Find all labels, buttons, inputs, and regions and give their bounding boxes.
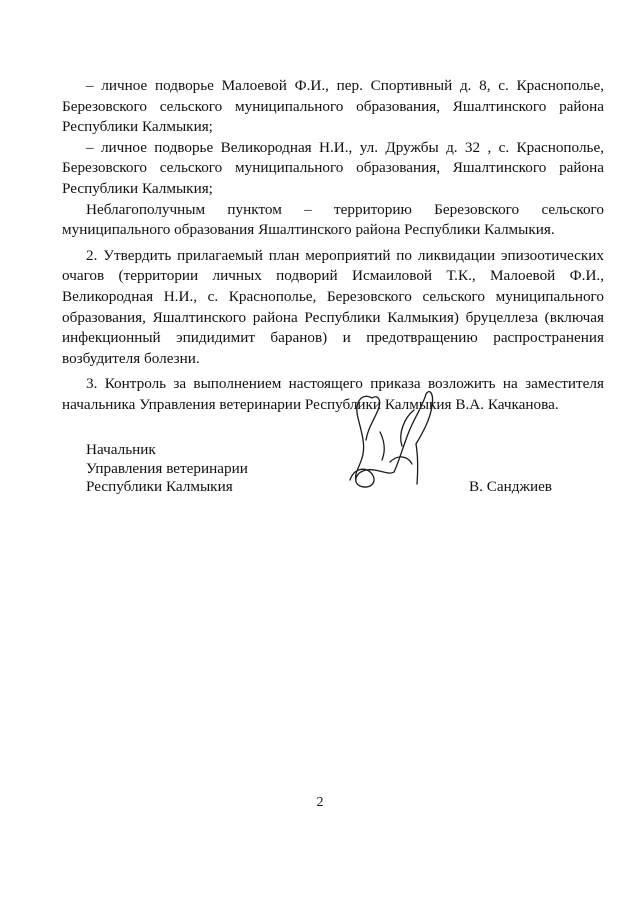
- paragraph-malóeva-household: – личное подворье Малоевой Ф.И., пер. Спортивный д. 8, с. Краснополье, Березовского сельского муниципального образования, Яшалтинского района Республики Калмыкия;: [62, 77, 604, 136]
- paragraph-item-2: 2. Утвердить прилагаемый план мероприятий по ликвидации эпизоотических очагов (территории личных подворий Исмаиловой Т.К., Малоевой Ф.И., Великородная Н.И., с. Краснополье, Березовского сельского муниципального образования, Яшалтинского района Республики Калмыкия) бруцеллеза (включая инфекционный эпидидимит баранов) и предотвращению распространения возбудителя болезни.: [62, 246, 604, 367]
- page-number: 2: [316, 795, 324, 810]
- paragraph-item-3: 3. Контроль за выполнением настоящего приказа возложить на заместителя начальника Управления ветеринарии Республики Калмыкия В.А. Качканова.: [62, 375, 604, 413]
- paragraph-velikorodnaya-household: – личное подворье Великородная Н.И., ул. Дружбы д. 32 , с. Краснополье, Березовского сельского муниципального образования, Яшалтинского района Республики Калмыкия;: [62, 138, 604, 197]
- position-line: Республики Калмыкия: [86, 478, 233, 495]
- paragraph-unfavorable-point: Неблагополучным пунктом – территорию Березовского сельского муниципального образования Яшалтинского района Республики Калмыкия.: [62, 200, 604, 239]
- document-body: [62, 76, 604, 416]
- position-line: Начальник: [86, 441, 156, 458]
- signatory-name: В. Санджиев: [469, 478, 552, 495]
- position-line: Управления ветеринарии: [86, 459, 248, 477]
- handwritten-signature: [332, 384, 442, 492]
- signature-position-title: [86, 441, 248, 497]
